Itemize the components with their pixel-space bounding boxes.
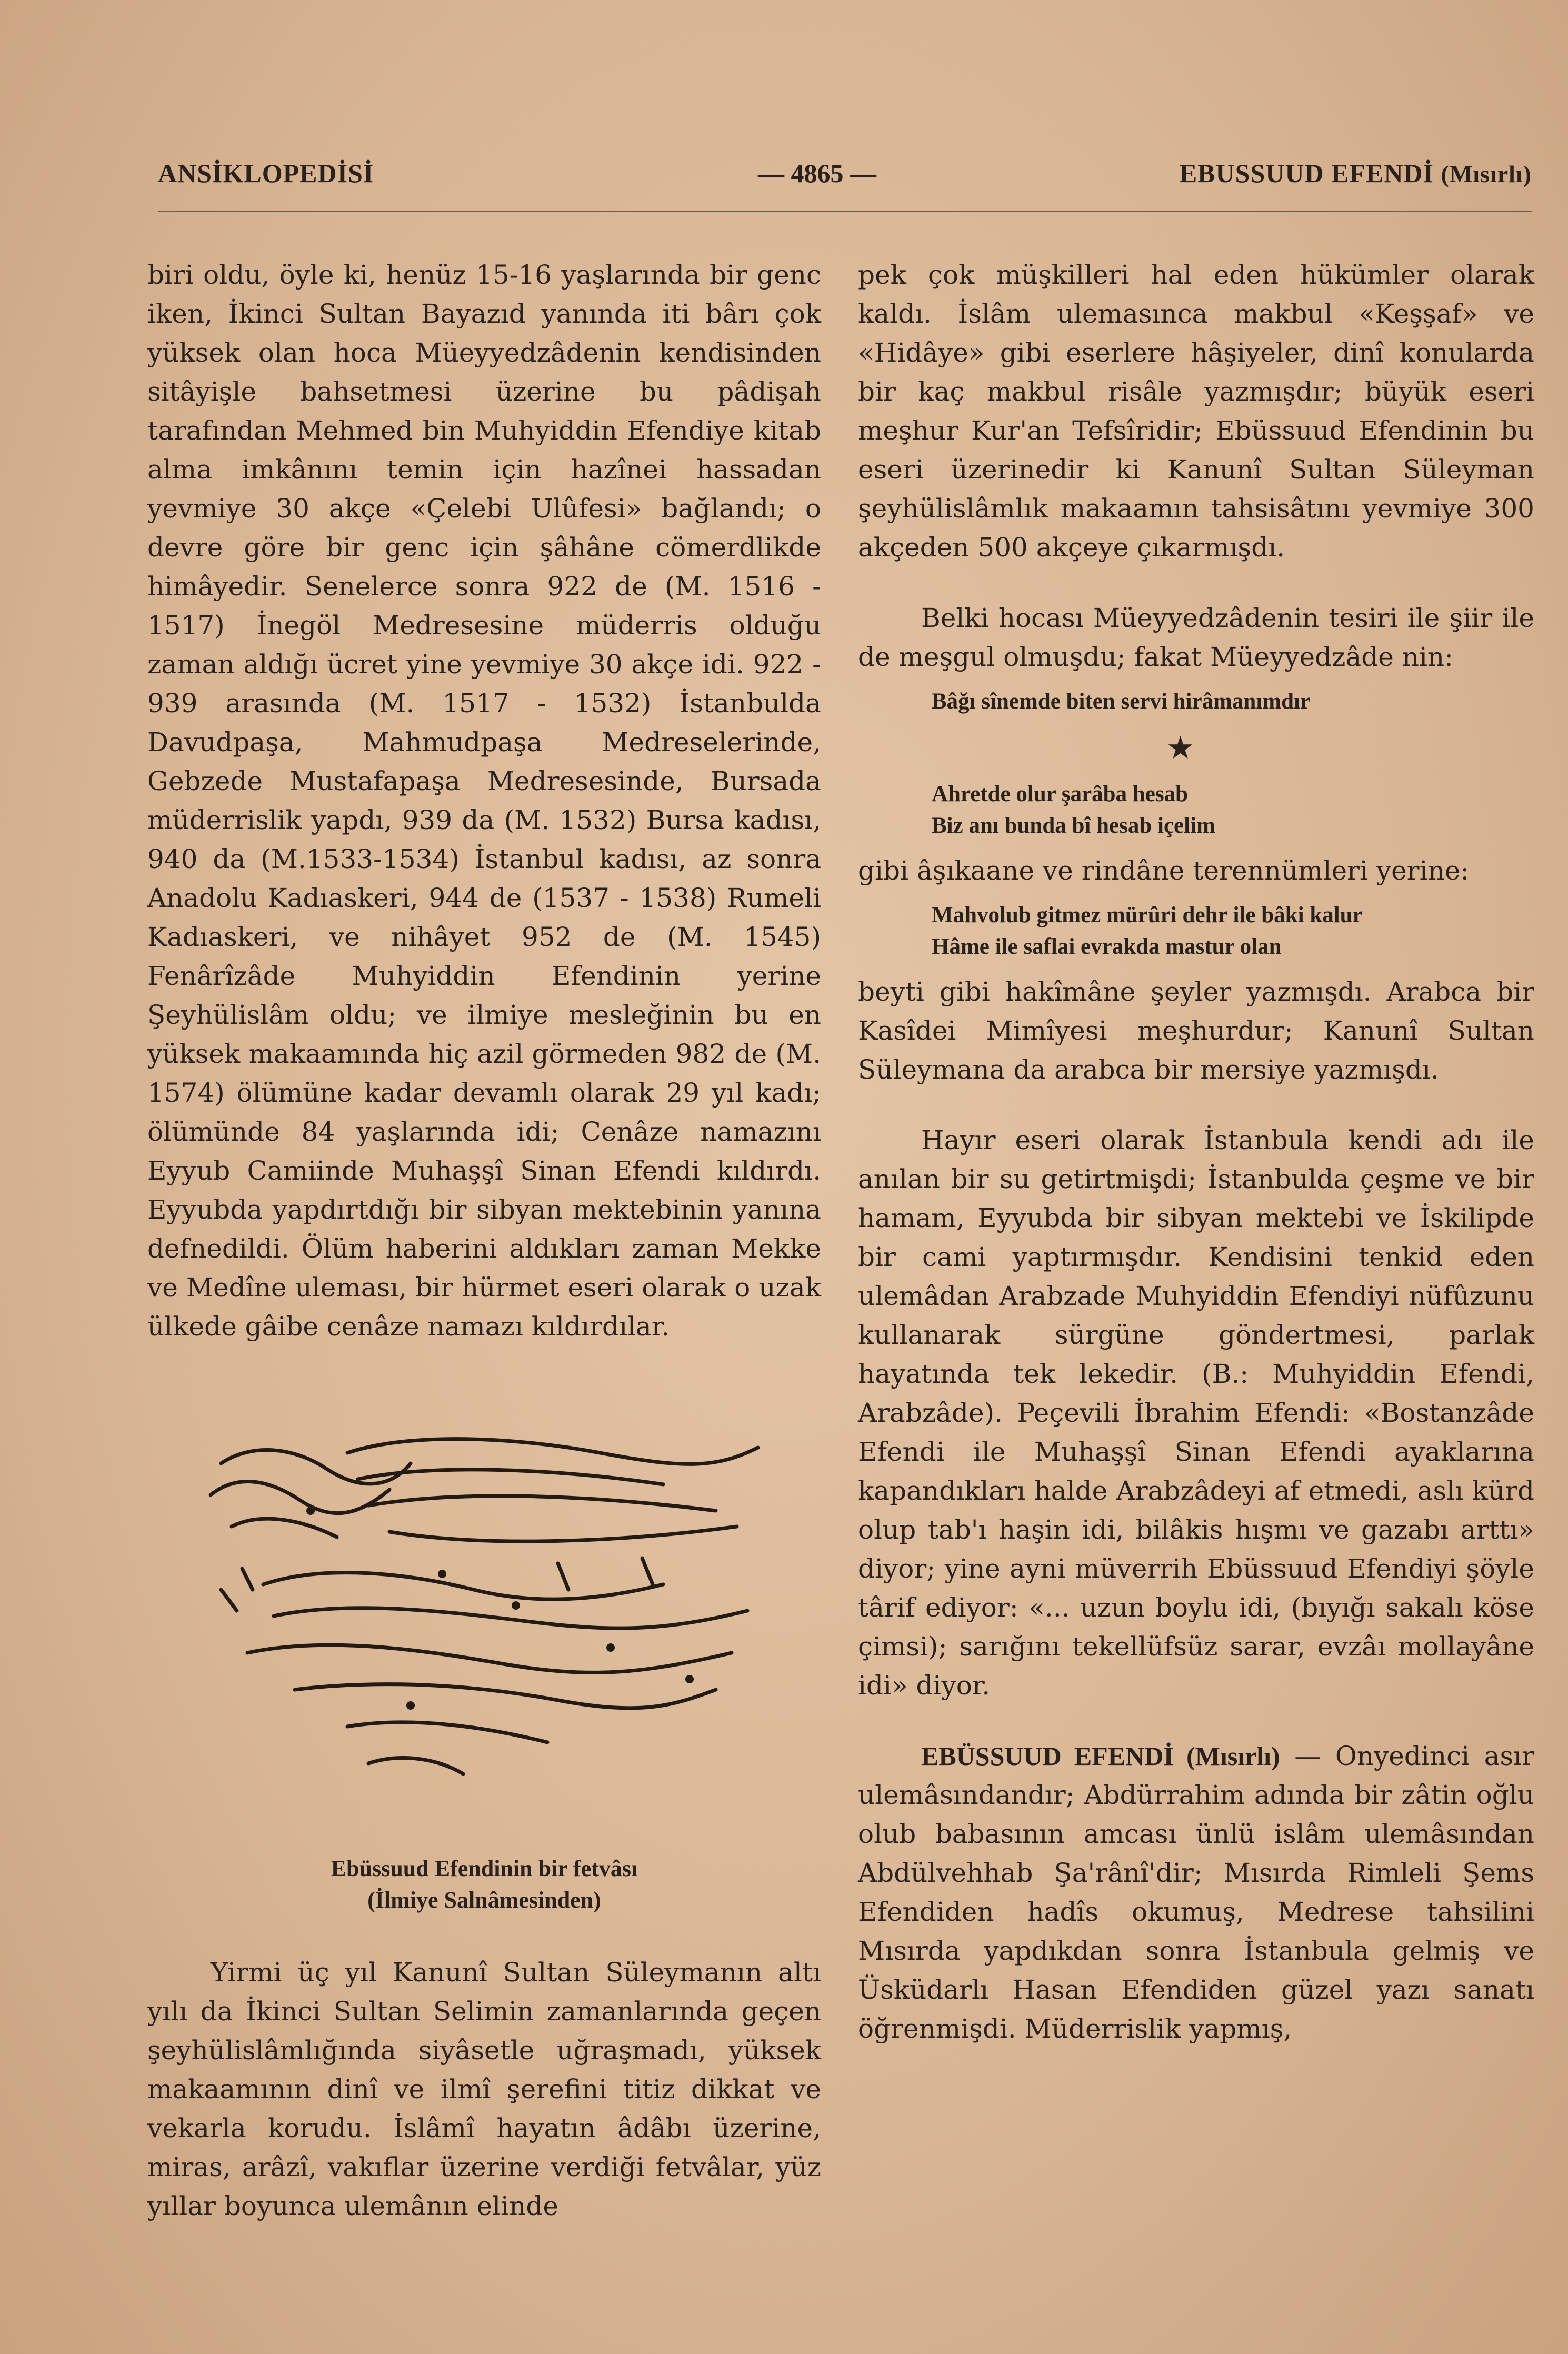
fetva-calligraphy-image: [189, 1432, 790, 1884]
entry-paragraph: [858, 1737, 1534, 2048]
poem-1-line-1: Bâğı sînemde biten servi hirâmanımdır: [932, 689, 1311, 714]
left-column: [147, 255, 821, 1346]
page-header: [158, 158, 1532, 200]
poem-3-line-1: Mahvolub gitmez mürûri dehr ile bâki kalur: [932, 903, 1363, 927]
page-number: — 4865 —: [758, 158, 876, 188]
left-paragraph-2: Yirmi üç yıl Kanunî Sultan Süleymanın altı yılı da İkinci Sultan Selimin zamanlarında geçen şeyhülislâmlığında siyâsetle uğraşmadı, yüksek makaamının dinî ve ilmî şerefini titiz dikkat ve vekarla korudu. İslâmî hayatın âdâbı üzerine, miras, arâzî, vakıflar üzerine verdiği fetvâlar, yüz yıllar boyunca ulemânın elinde: [147, 1957, 821, 2221]
left-column-bottom: [147, 1953, 821, 2226]
right-column: [858, 255, 1534, 2048]
header-right-title: EBUSSUUD EFENDİ: [1179, 158, 1434, 188]
caption-line-2: (İlmiye Salnâmesinden): [367, 1887, 601, 1913]
header-right-sub: (Mısırlı): [1441, 161, 1532, 187]
entry-text: — Onyedinci asır ulemâsındandır; Abdürrahim adında bir zâtin oğlu olub babasının amcası ünlü islâm ulemâsından Abdülvehhab Şa'rânî'dir; Mısırda Rimleli Şems Efendiden hadîs okumuş, Medrese tahsilini Mısırda yapdıkdan sonra İstanbula gelmiş ve Üsküdarlı Hasan Efendiden güzel yazı sanatı öğrenmişdi. Müderrislik yapmış,: [858, 1741, 1534, 2044]
right-paragraph-5: Hayır eseri olarak İstanbula kendi adı ile anılan bir su getirtmişdi; İstanbulda çeşme ve bir hamam, Eyyubda bir sibyan mektebi ve İskilipde bir cami yaptırmışdır. Kendisini tenkid eden ulemâdan Arabzade Muhyiddin Efendiyi nüfûzunu kullanarak sürgüne göndertmesi, parlak hayatında tek lekedir. (B.: Muhyiddin Efendi, Arabzâde). Peçevili İbrahim Efendi: «Bostanzâde Efendi ile Muhaşşî Sinan Efendi ayaklarına kapandıkları halde Arabzâdeyi af etmedi, aslı kürd olup tab'ı haşin idi, bilâkis hışmı ve gazabı arttı» diyor; yine ayni müverrih Ebüssuud Efendiyi şöyle târif ediyor: «... uzun boylu idi, (bıyığı sakalı köse çimsi); sarığını tekellüfsüz sarar, evzâı mollayâne idi» diyor.: [858, 1125, 1534, 1701]
caption-line-1: Ebüssuud Efendinin bir fetvâsı: [331, 1856, 638, 1881]
left-paragraph-1: biri oldu, öyle ki, henüz 15-16 yaşlarında bir genc iken, İkinci Sultan Bayazıd yanında iti bârı çok yüksek olan hoca Müeyyedzâdenin kendisinden sitâyişle bahsetmesi üzerine bu pâdişah tarafından Mehmed bin Muhyiddin Efendiye kitab alma imkânını temin için hazînei hassadan yevmiye 30 akçe «Çelebi Ulûfesi» bağlandı; o devre göre bir genc için şâhâne cömerdlikde himâyedir. Senelerce sonra 922 de (M. 1516 - 1517) İnegöl Medresesine müderris olduğu zaman aldığı ücret yine yevmiye 30 akçe idi. 922 - 939 arasında (M. 1517 - 1532) İstanbulda Davudpaşa, Mahmudpaşa Medreselerinde, Gebzede Mustafapaşa Medresesinde, Bursada müderrislik yapdı, 939 da (M. 1532) Bursa kadısı, 940 da (M.1533-1534) İstanbul kadısı, az sonra Anadolu Kadıaskeri, 944 de (1537 - 1538) Rumeli Kadıaskeri, ve nihâyet 952 de (M. 1545) Fenârîzâde Muhyiddin Efendinin yerine Şeyhülislâm oldu; ve ilmiye mesleğinin bu en yüksek makaamında hiç azil görmeden 982 de (M. 1574) ölümüne kadar devamlı olarak 29 yıl kadı; ölümünde 84 yaşlarında idi; Cenâze namazını Eyyub Camiinde Muhaşşî Sinan Efendi kıldırdı. Eyyubda yapdırtdığı bir sibyan mektebinin yanına defnedildi. Ölüm haberini aldıkları zaman Mekke ve Medîne uleması, bir hürmet eseri olarak o uzak ülkede gâibe cenâze namazı kıldırdılar.: [147, 260, 821, 1342]
header-right: [1180, 158, 1532, 188]
figure-caption: [147, 1853, 821, 1916]
poem-3: [858, 900, 1534, 963]
right-paragraph-1: pek çok müşkilleri hal eden hükümler olarak kaldı. İslâm ulemasınca makbul «Keşşaf» ve «Hidâye» gibi eserlere hâşiyeler, dinî konularda bir kaç makbul risâle yazmışdır; büyük eseri meşhur Kur'an Tefsîridir; Ebüssuud Efendinin bu eseri üzerinedir ki Kanunî Sultan Süleyman şeyhülislâmlık makaamın tahsisâtını yevmiye 300 akçeden 500 akçeye çıkarmışdı.: [858, 260, 1534, 563]
header-rule: [158, 211, 1532, 212]
right-paragraph-3: gibi âşıkaane ve rindâne terennümleri yerine:: [858, 855, 1470, 886]
right-paragraph-4: beyti gibi hakîmâne şeyler yazmışdı. Arabca bir Kasîdei Mimîyesi meşhurdur; Kanunî Sultan Süleymana da arabca bir mersiye yazmışdı.: [858, 976, 1534, 1085]
header-left: ANSİKLOPEDİSİ: [158, 158, 374, 188]
poem-2: [858, 779, 1534, 842]
poem-2-line-2: Biz anı bunda bî hesab içelim: [932, 813, 1215, 838]
poem-2-line-1: Ahretde olur şarâba hesab: [932, 782, 1188, 806]
poem-3-line-2: Hâme ile saflai evrakda mastur olan: [932, 934, 1282, 959]
right-paragraph-2: Belki hocası Müeyyedzâdenin tesiri ile şiir ile de meşgul olmuşdu; fakat Müeyyedzâde nin:: [858, 603, 1534, 672]
poem-1: [858, 686, 1534, 717]
fetva-image: [189, 1432, 790, 1884]
star-ornament: ★: [1166, 730, 1195, 766]
entry-title: EBÜSSUUD EFENDİ (Mısırlı): [921, 1741, 1280, 1771]
